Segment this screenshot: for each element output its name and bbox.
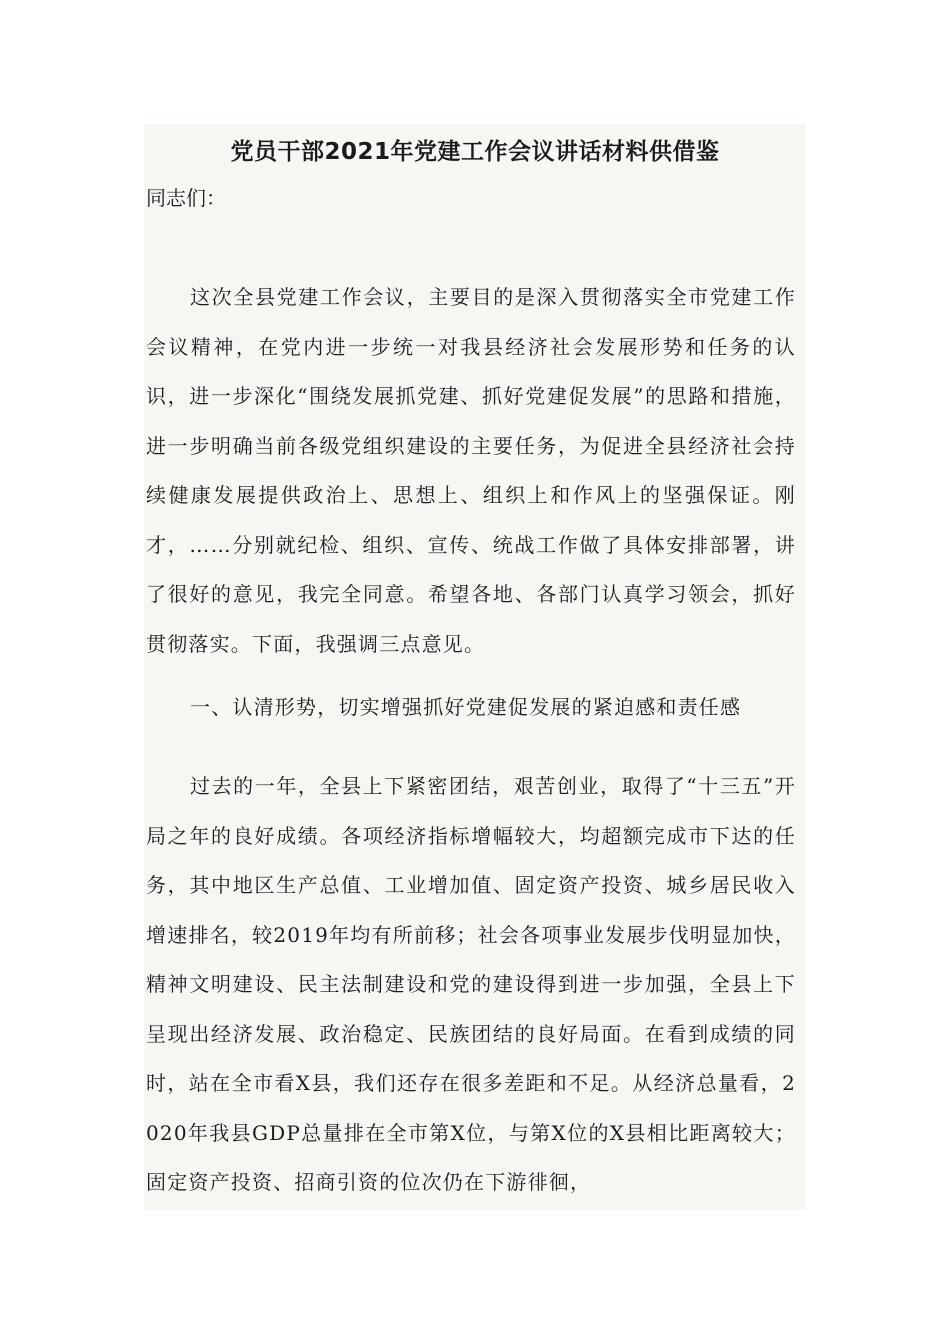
salutation: 同志们： [146,186,226,210]
section-heading-1: 一、认清形势，切实增强抓好党建促发展的紧迫感和责任感 [190,695,742,719]
paragraph-intro: 这次全县党建工作会议，主要目的是深入贯彻落实全市党建工作会议精神，在党内进一步统一对我县经济社会发展形势和任务的认识，进一步深化“围绕发展抓党建、抓好党建促发展”的思路和措施，进一步明确当前各级党组织建设的主要任务，为促进全县经济社会持续健康发展提供政治上、思想上、组织上和作风上的坚强保证。刚才，……分别就纪检、组织、宣传、统战工作做了具体安排部署，讲了很好的意见，我完全同意。希望各地、各部门认真学习领会，抓好贯彻落实。下面，我强调三点意见。 [146,285,796,656]
paragraph-situation: 过去的一年，全县上下紧密团结，艰苦创业，取得了“十三五”开局之年的良好成绩。各项经济指标增幅较大，均超额完成市下达的任务，其中地区生产总值、工业增加值、固定资产投资、城乡居民收入增速排名，较2019年均有所前移；社会各项事业发展步伐明显加快，精神文明建设、民主法制建设和党的建设得到进一步加强，全县上下呈现出经济发展、政治稳定、民族团结的良好局面。在看到成绩的同时，站在全市看X县，我们还存在很多差距和不足。从经济总量看，2020年我县GDP总量排在全市第X位，与第X位的X县相比距离较大；固定资产投资、招商引资的位次仍在下游徘徊， [146,774,796,1194]
document-title: 党员干部2021年党建工作会议讲话材料供借鉴 [230,139,720,165]
